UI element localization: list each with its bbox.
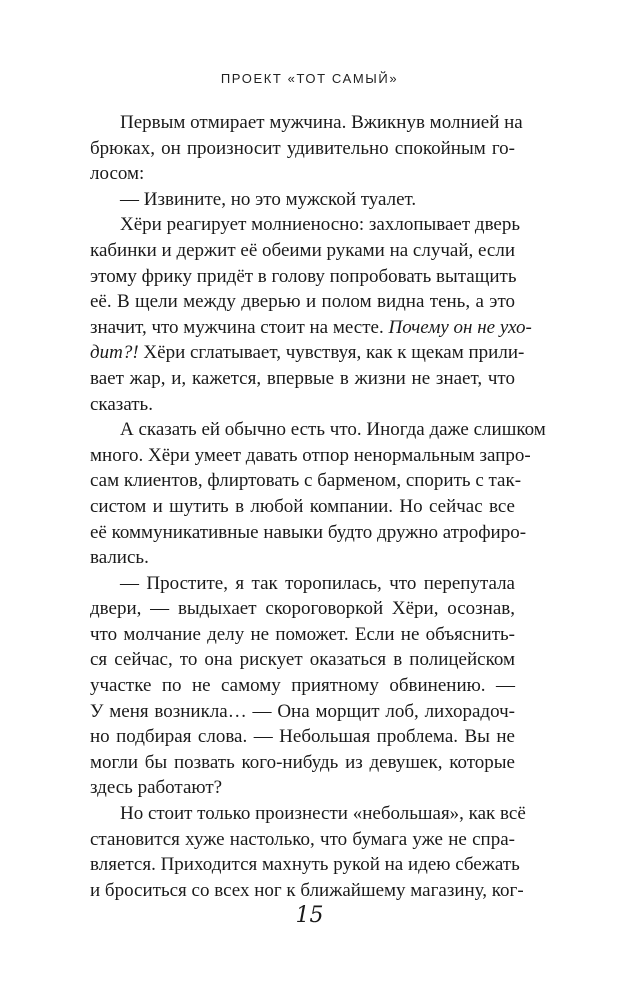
text-line: сам клиентов, флиртовать с барменом, спорить с так-: [90, 470, 522, 492]
text-line: Но стоит только произнести «небольшая», как всё: [120, 803, 526, 825]
text-line: — Извините, но это мужской туалет.: [120, 188, 417, 210]
text-line: и броситься со всех ног к ближайшему магазину, ког-: [90, 879, 524, 901]
text-line: систом и шутить в любой компании. Но сейчас все: [90, 495, 515, 517]
text-line: дит?! Хёри сглатывает, чувствуя, как к щекам прили-: [90, 342, 525, 364]
text-line: много. Хёри умеет давать отпор ненормальным запро-: [90, 444, 531, 466]
text-line: вались.: [90, 547, 149, 569]
running-head: ПРОЕКТ «ТОТ САМЫЙ»: [220, 71, 399, 86]
text-line: кабинки и держит её обеими руками на случай, если: [90, 239, 515, 261]
text-line: ся сейчас, то она рискует оказаться в полицейском: [90, 649, 515, 671]
text-line: сказать.: [90, 393, 153, 415]
text-line: этому фрику придёт в голову попробовать вытащить: [90, 265, 517, 287]
text-line: — Простите, я так торопилась, что перепутала: [120, 572, 515, 594]
text-line: вляется. Приходится махнуть рукой на идею сбежать: [90, 854, 520, 876]
text-line: что молчание делу не поможет. Если не объяснить-: [90, 623, 515, 645]
text-line: значит, что мужчина стоит на месте. Почему он не ухо-: [90, 316, 532, 338]
text-line: А сказать ей обычно есть что. Иногда даже слишком: [120, 419, 546, 441]
text-line: Первым отмирает мужчина. Вжикнув молнией на: [120, 112, 523, 133]
text-line: брюках, он произносит удивительно спокойным го-: [90, 137, 515, 159]
text-line: её коммуникативные навыки будто дружно атрофиро-: [90, 521, 527, 543]
text-line: лосом:: [90, 163, 145, 185]
text-line: но подбирая слова. — Небольшая проблема. Вы не: [90, 726, 515, 748]
page-number: 15: [295, 903, 324, 928]
text-line: Хёри реагирует молниеносно: захлопывает дверь: [120, 214, 521, 236]
text-line: двери, — выдыхает скороговоркой Хёри, осознав,: [90, 598, 515, 620]
body-text: [90, 110, 546, 903]
text-line: здесь работают?: [90, 777, 223, 799]
text-line: У меня возникла… — Она морщит лоб, лихорадоч-: [90, 700, 515, 722]
text-line: становится хуже настолько, что бумага уже не спра-: [90, 828, 515, 850]
text-line: участке по не самому приятному обвинению. —: [90, 675, 515, 697]
text-line: её. В щели между дверью и полом видна тень, а это: [90, 291, 515, 313]
text-line: вает жар, и, кажется, впервые в жизни не знает, что: [90, 367, 515, 389]
text-line: могли бы позвать кого-нибудь из девушек, которые: [90, 751, 515, 773]
